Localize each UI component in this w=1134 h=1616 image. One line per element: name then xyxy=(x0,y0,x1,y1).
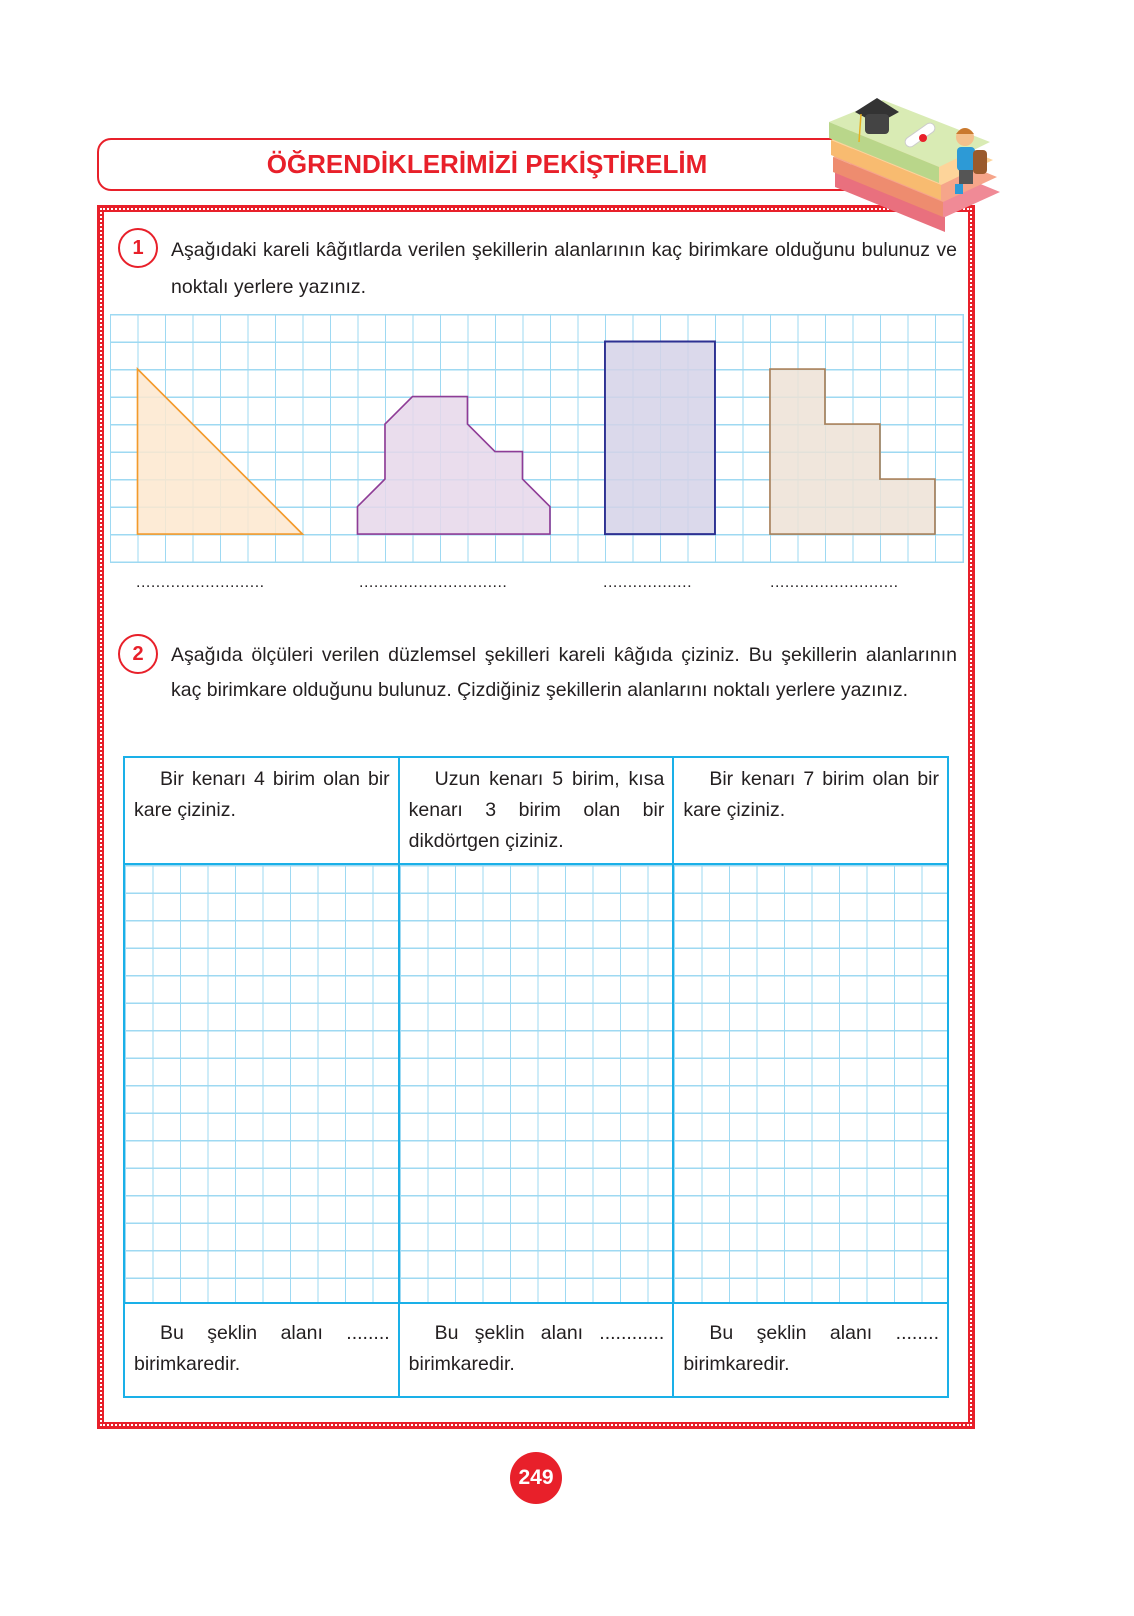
page-number: 249 xyxy=(510,1452,562,1504)
answer-blank-1[interactable]: .......................... xyxy=(136,574,265,591)
task-3-drawing-grid[interactable] xyxy=(674,865,947,1302)
task-2-answer[interactable]: Bu şeklin alanı ............ birimkaredir. xyxy=(399,1303,674,1397)
answer-blank-2[interactable]: .............................. xyxy=(359,574,508,591)
question-1-number: 1 xyxy=(118,228,158,268)
answer-blank-4[interactable]: .......................... xyxy=(770,574,899,591)
page-title: ÖĞRENDİKLERİMİZİ PEKİŞTİRELİM xyxy=(266,149,708,179)
question-2-text: Aşağıda ölçüleri verilen düzlemsel şekilleri kareli kâğıda çiziniz. Bu şekillerin alanlarının kaç birimkare olduğunu bulunuz. Çizdiğiniz şekillerin alanlarını noktalı yerlere yazınız. xyxy=(171,644,957,701)
triangle-shape xyxy=(137,369,302,534)
task-2-drawing-grid[interactable] xyxy=(400,865,673,1302)
question-2-number: 2 xyxy=(118,634,158,674)
task-1-answer[interactable]: Bu şeklin alanı ........ birimkaredir. xyxy=(124,1303,399,1397)
task-2-prompt: Uzun kenarı 5 birim, kısa kenarı 3 birim olan bir dikdörtgen çiziniz. xyxy=(399,757,674,864)
drawing-tasks-table xyxy=(123,756,949,1398)
question-1-text: Aşağıdaki kareli kâğıtlarda verilen şekillerin alanlarının kaç birimkare olduğunu bulunuz ve noktalı yerlere yazınız. xyxy=(171,239,957,298)
task-1-drawing-grid[interactable] xyxy=(125,865,398,1302)
l-shape xyxy=(770,369,935,534)
task-3-prompt: Bir kenarı 7 birim olan bir kare çiziniz. xyxy=(673,757,948,864)
stepped-shape xyxy=(357,397,549,535)
task-1-prompt: Bir kenarı 4 birim olan bir kare çiziniz. xyxy=(124,757,399,864)
task-3-answer[interactable]: Bu şeklin alanı ........ birimkaredir. xyxy=(673,1303,948,1397)
rectangle-shape xyxy=(605,342,715,535)
square-grid-paper xyxy=(110,314,964,563)
answer-blank-3[interactable]: .................. xyxy=(603,574,693,591)
books-graduation-illustration xyxy=(825,92,1005,247)
